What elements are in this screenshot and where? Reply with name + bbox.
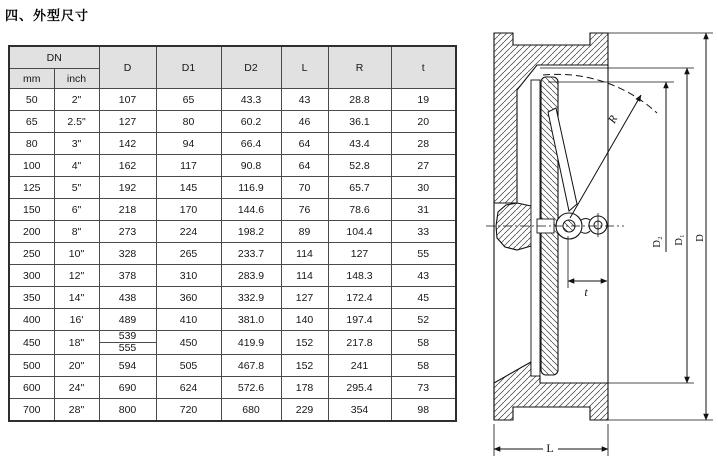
table-cell-d2: 144.6 <box>221 199 281 221</box>
dim-label-r: R <box>606 113 621 126</box>
table-cell-d: 142 <box>99 133 156 155</box>
table-cell-d1: 65 <box>156 89 221 111</box>
table-row <box>9 89 456 111</box>
table-cell-d: 690 <box>99 377 156 399</box>
table-cell-mm: 700 <box>9 399 54 422</box>
table-cell-d: 328 <box>99 243 156 265</box>
table-cell-d2: 332.9 <box>221 287 281 309</box>
header-inch: inch <box>54 69 99 89</box>
table-cell-inch: 3" <box>54 133 99 155</box>
table-cell-r: 43.4 <box>328 133 391 155</box>
table-cell-d1: 145 <box>156 177 221 199</box>
dim-label-l: L <box>546 441 554 455</box>
table-cell-d2: 283.9 <box>221 265 281 287</box>
table-cell-d: 438 <box>99 287 156 309</box>
table-cell-d1: 410 <box>156 309 221 331</box>
header-dn: DN <box>9 46 99 69</box>
table-cell-mm: 500 <box>9 355 54 377</box>
table-cell-l: 152 <box>281 355 328 377</box>
table-cell-inch: 14" <box>54 287 99 309</box>
table-cell-inch: 2.5" <box>54 111 99 133</box>
dim-label-d: D <box>695 234 706 242</box>
table-row <box>9 133 456 155</box>
header-d1: D1 <box>156 46 221 89</box>
table-cell-d2: 467.8 <box>221 355 281 377</box>
table-cell-inch: 4" <box>54 155 99 177</box>
table-cell-l: 64 <box>281 133 328 155</box>
table-cell-d1: 224 <box>156 221 221 243</box>
table-cell-d: 594 <box>99 355 156 377</box>
table-cell-mm: 65 <box>9 111 54 133</box>
table-cell-l: 127 <box>281 287 328 309</box>
table-cell-split-top: 539 <box>100 331 156 343</box>
table-cell-t: 27 <box>391 155 456 177</box>
table-row <box>9 221 456 243</box>
table-cell-t: 55 <box>391 243 456 265</box>
table-cell-r: 28.8 <box>328 89 391 111</box>
table-cell-d1: 505 <box>156 355 221 377</box>
table-row <box>9 355 456 377</box>
table-cell-inch: 16' <box>54 309 99 331</box>
table-cell-inch: 8" <box>54 221 99 243</box>
dimension-table <box>8 45 457 422</box>
table-cell-mm: 600 <box>9 377 54 399</box>
table-cell-mm: 400 <box>9 309 54 331</box>
table-cell-inch: 24" <box>54 377 99 399</box>
table-cell-l: 46 <box>281 111 328 133</box>
table-cell-inch: 5" <box>54 177 99 199</box>
table-cell-r: 295.4 <box>328 377 391 399</box>
table-cell-r: 217.8 <box>328 331 391 355</box>
table-row <box>9 155 456 177</box>
table-cell-d: 489 <box>99 309 156 331</box>
table-cell-l: 152 <box>281 331 328 355</box>
table-cell-d: 127 <box>99 111 156 133</box>
table-cell-d2: 43.3 <box>221 89 281 111</box>
valve-section-drawing <box>460 0 718 459</box>
table-cell-inch: 2" <box>54 89 99 111</box>
table-cell-d: 218 <box>99 199 156 221</box>
table-cell-t: 58 <box>391 355 456 377</box>
table-cell-inch: 12" <box>54 265 99 287</box>
table-cell-d: 800 <box>99 399 156 422</box>
dim-label-t: t <box>584 285 588 299</box>
table-row <box>9 243 456 265</box>
page-title: 四、外型尺寸 <box>5 8 90 23</box>
table-cell-t: 52 <box>391 309 456 331</box>
header-r: R <box>328 46 391 89</box>
dim-label-d1: D₁ <box>674 234 685 246</box>
table-cell-t: 33 <box>391 221 456 243</box>
table-cell-mm: 350 <box>9 287 54 309</box>
table-cell-mm: 250 <box>9 243 54 265</box>
table-row <box>9 177 456 199</box>
table-cell-mm: 100 <box>9 155 54 177</box>
table-cell-mm: 125 <box>9 177 54 199</box>
table-cell-r: 172.4 <box>328 287 391 309</box>
table-cell-r: 127 <box>328 243 391 265</box>
radius-arrow <box>570 95 641 218</box>
swing-arc <box>543 74 657 113</box>
table-cell-mm: 80 <box>9 133 54 155</box>
table-cell-d: 162 <box>99 155 156 177</box>
table-cell-d2: 233.7 <box>221 243 281 265</box>
table-cell-t: 19 <box>391 89 456 111</box>
table-cell-r: 78.6 <box>328 199 391 221</box>
table-cell-d1: 624 <box>156 377 221 399</box>
table-cell-inch: 28" <box>54 399 99 422</box>
table-cell-l: 114 <box>281 265 328 287</box>
table-cell-l: 229 <box>281 399 328 422</box>
table-cell-r: 197.4 <box>328 309 391 331</box>
table-row <box>9 399 456 422</box>
table-cell-d1: 450 <box>156 331 221 355</box>
header-d: D <box>99 46 156 89</box>
dim-label-d2: D₂ <box>652 236 663 248</box>
table-cell-r: 241 <box>328 355 391 377</box>
table-cell-r: 65.7 <box>328 177 391 199</box>
table-cell-t: 31 <box>391 199 456 221</box>
header-l: L <box>281 46 328 89</box>
table-cell-d2: 381.0 <box>221 309 281 331</box>
table-cell-t: 30 <box>391 177 456 199</box>
table-cell-r: 36.1 <box>328 111 391 133</box>
table-row <box>9 265 456 287</box>
table-cell-inch: 20" <box>54 355 99 377</box>
table-cell-d1: 80 <box>156 111 221 133</box>
table-cell-mm: 300 <box>9 265 54 287</box>
table-cell-r: 104.4 <box>328 221 391 243</box>
table-cell-d: 192 <box>99 177 156 199</box>
table-row <box>9 377 456 399</box>
table-row <box>9 111 456 133</box>
table-cell-t: 45 <box>391 287 456 309</box>
table-cell-d: 378 <box>99 265 156 287</box>
table-cell-l: 114 <box>281 243 328 265</box>
table-cell-d1: 310 <box>156 265 221 287</box>
table-cell-d1: 265 <box>156 243 221 265</box>
table-row <box>9 199 456 221</box>
table-cell-d2: 680 <box>221 399 281 422</box>
table-cell-mm: 150 <box>9 199 54 221</box>
table-cell-mm: 200 <box>9 221 54 243</box>
table-row <box>9 309 456 331</box>
table-cell-l: 89 <box>281 221 328 243</box>
table-cell-d2: 198.2 <box>221 221 281 243</box>
table-row <box>9 287 456 309</box>
table-row <box>9 331 456 355</box>
table-cell-d1: 94 <box>156 133 221 155</box>
table-cell-split-bottom: 555 <box>118 342 137 354</box>
header-mm: mm <box>9 69 54 89</box>
table-cell-mm: 450 <box>9 331 54 355</box>
table-cell-l: 43 <box>281 89 328 111</box>
table-cell-l: 64 <box>281 155 328 177</box>
table-cell-t: 43 <box>391 265 456 287</box>
table-cell-d2: 419.9 <box>221 331 281 355</box>
table-cell-l: 70 <box>281 177 328 199</box>
table-cell-d: 107 <box>99 89 156 111</box>
header-d2: D2 <box>221 46 281 89</box>
table-cell-r: 52.8 <box>328 155 391 177</box>
table-cell-t: 73 <box>391 377 456 399</box>
table-cell-t: 20 <box>391 111 456 133</box>
table-cell-t: 28 <box>391 133 456 155</box>
table-cell-d2: 90.8 <box>221 155 281 177</box>
table-cell-d1: 720 <box>156 399 221 422</box>
table-cell-d2: 60.2 <box>221 111 281 133</box>
table-cell-inch: 10" <box>54 243 99 265</box>
table-cell-r: 354 <box>328 399 391 422</box>
table-cell-l: 76 <box>281 199 328 221</box>
table-cell-t: 98 <box>391 399 456 422</box>
table-cell-t: 58 <box>391 331 456 355</box>
table-cell-d1: 170 <box>156 199 221 221</box>
table-cell-d2: 116.9 <box>221 177 281 199</box>
table-cell-d1: 117 <box>156 155 221 177</box>
table-cell-l: 140 <box>281 309 328 331</box>
table-cell-mm: 50 <box>9 89 54 111</box>
table-cell-l: 178 <box>281 377 328 399</box>
table-cell-inch: 6" <box>54 199 99 221</box>
table-cell-d2: 66.4 <box>221 133 281 155</box>
header-t: t <box>391 46 456 89</box>
table-cell-inch: 18" <box>54 331 99 355</box>
table-cell-r: 148.3 <box>328 265 391 287</box>
table-cell-d1: 360 <box>156 287 221 309</box>
table-cell-d <box>99 331 156 355</box>
table-cell-d2: 572.6 <box>221 377 281 399</box>
table-cell-d: 273 <box>99 221 156 243</box>
